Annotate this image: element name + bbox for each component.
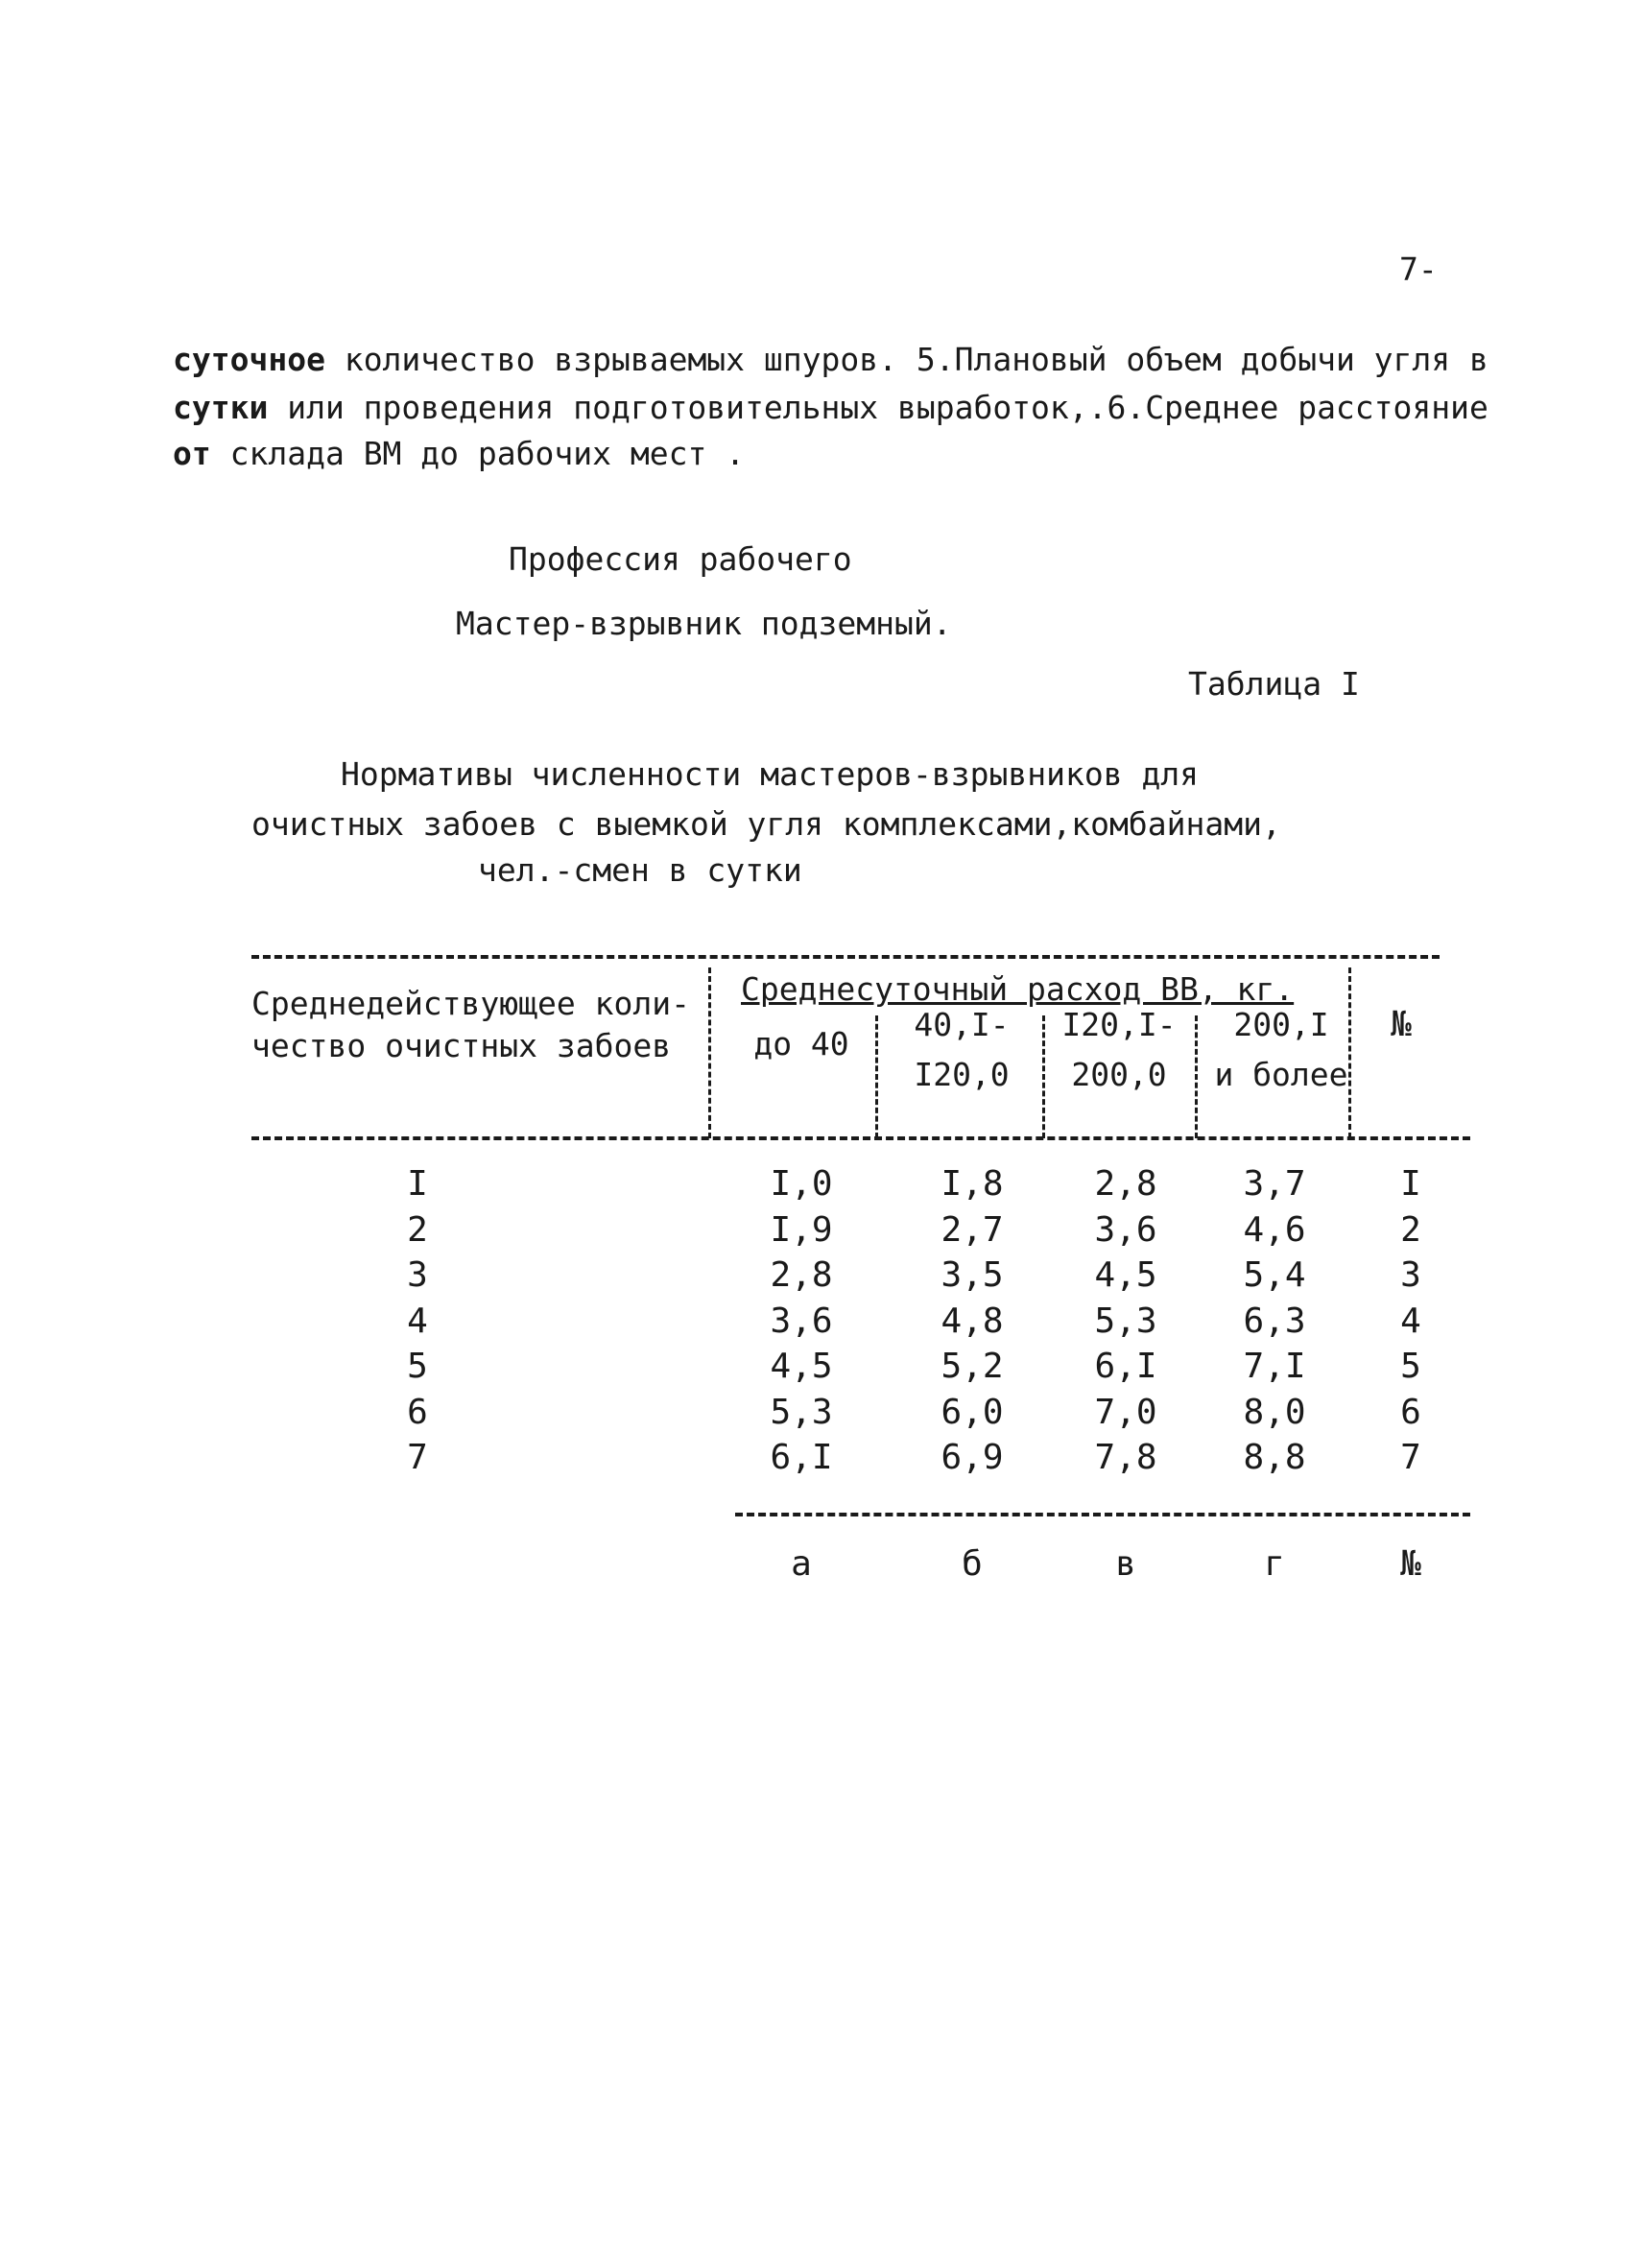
- cell-r1-c4: 3,7: [1243, 1164, 1306, 1204]
- cell-r4-c1: 3,6: [770, 1301, 833, 1341]
- paragraph-line-3-bold: от: [173, 435, 211, 472]
- cell-r5-c1: 4,5: [770, 1347, 833, 1386]
- column-header-2-line-2: I20,0: [914, 1056, 1010, 1093]
- cell-r1-c1: I,0: [770, 1164, 833, 1204]
- column-header-1: до 40: [753, 1025, 849, 1062]
- cell-r2-c1: I,9: [770, 1209, 833, 1250]
- row-number-7: 7: [1400, 1438, 1421, 1477]
- row-number-5: 5: [1400, 1347, 1421, 1386]
- row-count-2: 2: [407, 1209, 428, 1250]
- footer-letter-v: в: [1115, 1544, 1136, 1584]
- row-count-4: 4: [407, 1301, 428, 1341]
- table-title-line-2: очистных забоев с выемкой угля комплексами,комбайнами,: [251, 805, 1281, 843]
- paragraph-line-2: [173, 386, 1488, 430]
- page-number: 7-: [1399, 251, 1438, 288]
- cell-r2-c2: 2,7: [941, 1209, 1004, 1250]
- cell-r3-c3: 4,5: [1094, 1255, 1157, 1295]
- cell-r7-c3: 7,8: [1094, 1438, 1157, 1477]
- cell-r6-c3: 7,0: [1094, 1392, 1157, 1432]
- row-header-line-2: чество очистных забоев: [251, 1027, 672, 1064]
- cell-r6-c4: 8,0: [1243, 1392, 1306, 1432]
- cell-r1-c2: I,8: [941, 1164, 1004, 1204]
- cell-r2-c3: 3,6: [1094, 1209, 1157, 1250]
- footer-number: №: [1400, 1544, 1421, 1584]
- row-count-3: 3: [407, 1255, 428, 1295]
- table-top-rule: [251, 955, 1440, 959]
- number-header: №: [1391, 1005, 1412, 1044]
- group-header: Среднесуточный расход ВВ, кг.: [741, 970, 1295, 1008]
- cell-r7-c4: 8,8: [1243, 1438, 1306, 1477]
- cell-r4-c2: 4,8: [941, 1301, 1004, 1341]
- separator-2: [875, 1015, 878, 1138]
- cell-r3-c2: 3,5: [941, 1255, 1004, 1295]
- cell-r6-c1: 5,3: [770, 1392, 833, 1432]
- paragraph-line-3: [173, 432, 745, 476]
- column-header-2-line-1: 40,I-: [914, 1006, 1010, 1043]
- profession-name: Мастер-взрывник подземный.: [456, 605, 952, 642]
- column-header-3-line-1: I20,I-: [1061, 1006, 1177, 1043]
- cell-r5-c3: 6,I: [1094, 1347, 1157, 1386]
- cell-r1-c3: 2,8: [1094, 1164, 1157, 1204]
- cell-r4-c4: 6,3: [1243, 1301, 1306, 1341]
- profession-label: Профессия рабочего: [509, 540, 852, 578]
- column-header-3-line-2: 200,0: [1071, 1056, 1167, 1093]
- row-number-6: 6: [1400, 1392, 1421, 1432]
- paragraph-line-2-bold: сутки: [173, 389, 269, 426]
- separator-4: [1195, 1015, 1198, 1138]
- cell-r7-c1: 6,I: [770, 1438, 833, 1477]
- column-header-4-line-2: и более: [1214, 1056, 1348, 1093]
- row-count-5: 5: [407, 1347, 428, 1386]
- table-title-line-1: Нормативы численности мастеров-взрывников для: [341, 755, 1200, 793]
- row-number-3: 3: [1400, 1255, 1421, 1295]
- row-count-6: 6: [407, 1392, 428, 1432]
- paragraph-line-1: [173, 338, 1488, 382]
- cell-r3-c1: 2,8: [770, 1255, 833, 1295]
- table-label: Таблица I: [1188, 665, 1360, 703]
- paragraph-line-1-bold: суточное: [173, 341, 325, 378]
- paragraph-line-1-text: количество взрываемых шпуров. 5.Плановый объем добычи угля в: [324, 341, 1488, 378]
- cell-r5-c4: 7,I: [1243, 1347, 1306, 1386]
- row-header-line-1: Среднедействующее коли-: [251, 985, 690, 1022]
- separator-1: [708, 967, 711, 1138]
- footer-letter-b: б: [962, 1544, 983, 1584]
- cell-r2-c4: 4,6: [1243, 1209, 1306, 1250]
- separator-3: [1042, 1015, 1045, 1138]
- row-count-1: I: [407, 1164, 428, 1204]
- column-header-4-line-1: 200,I: [1233, 1006, 1329, 1043]
- cell-r6-c2: 6,0: [941, 1392, 1004, 1432]
- cell-r4-c3: 5,3: [1094, 1301, 1157, 1341]
- row-number-2: 2: [1400, 1209, 1421, 1250]
- table-bottom-rule: [735, 1513, 1470, 1516]
- row-count-7: 7: [407, 1438, 428, 1477]
- row-number-4: 4: [1400, 1301, 1421, 1341]
- cell-r5-c2: 5,2: [941, 1347, 1004, 1386]
- table-title-line-3: чел.-смен в сутки: [478, 851, 802, 889]
- table-header-bottom-rule: [251, 1136, 1470, 1140]
- footer-letter-a: а: [791, 1544, 812, 1584]
- cell-r7-c2: 6,9: [941, 1438, 1004, 1477]
- paragraph-line-3-text: склада ВМ до рабочих мест .: [210, 435, 746, 472]
- cell-r3-c4: 5,4: [1243, 1255, 1306, 1295]
- row-number-1: I: [1400, 1164, 1421, 1204]
- paragraph-line-2-text: или проведения подготовительных выработок,.6.Среднее расстояние: [268, 389, 1488, 426]
- footer-letter-g: г: [1264, 1544, 1285, 1584]
